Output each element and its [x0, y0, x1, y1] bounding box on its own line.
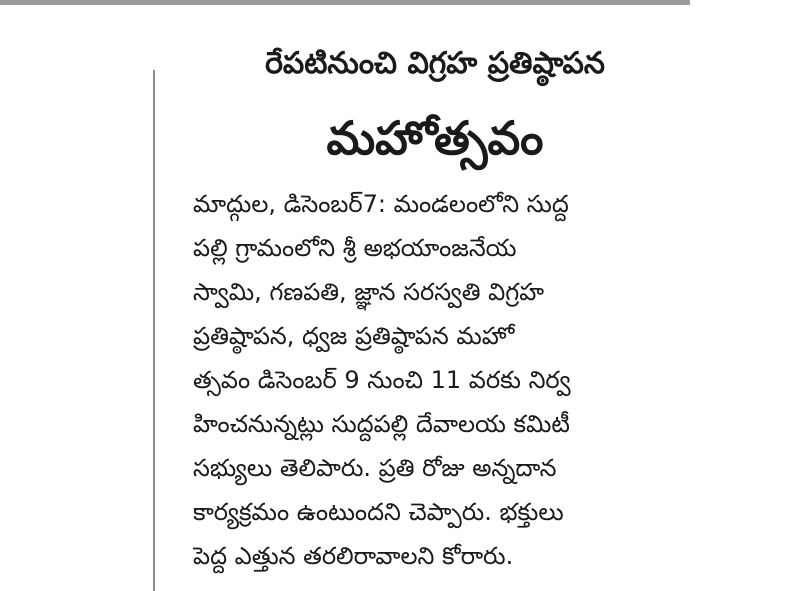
body-line: త్సవం డిసెంబర్ 9 నుంచి 11 వరకు నిర్వ: [193, 366, 571, 394]
body-line: మాద్గుల, డిసెంబర్7: మండలంలోని సుద్ద: [193, 190, 569, 218]
body-line: ప్రతిష్ఠాపన, ధ్వజ ప్రతిష్ఠాపన మహో: [193, 322, 515, 350]
headline: మహోత్సవం: [326, 111, 544, 165]
body-line: సభ్యులు తెలిపారు. ప్రతి రోజు అన్నదాన: [193, 454, 557, 482]
headline-kicker: రేపటినుంచి విగ్రహ ప్రతిష్ఠాపన: [265, 46, 605, 81]
body-line: స్వామి, గణపతి, జ్ఞాన సరస్వతి విగ్రహ: [193, 278, 545, 306]
body-line: హించనున్నట్లు సుద్దపల్లి దేవాలయ కమిటీ: [193, 410, 570, 438]
body-line: పెద్ద ఎత్తున తరలిరావాలని కోరారు.: [193, 542, 514, 570]
article-body: [193, 182, 693, 578]
body-line: కార్యక్రమం ఉంటుందని చెప్పారు. భక్తులు: [193, 498, 564, 526]
top-rule: [0, 0, 690, 5]
column-divider: [153, 70, 155, 591]
body-line: పల్లి గ్రామంలోని శ్రీ అభయాంజనేయ: [193, 234, 517, 262]
